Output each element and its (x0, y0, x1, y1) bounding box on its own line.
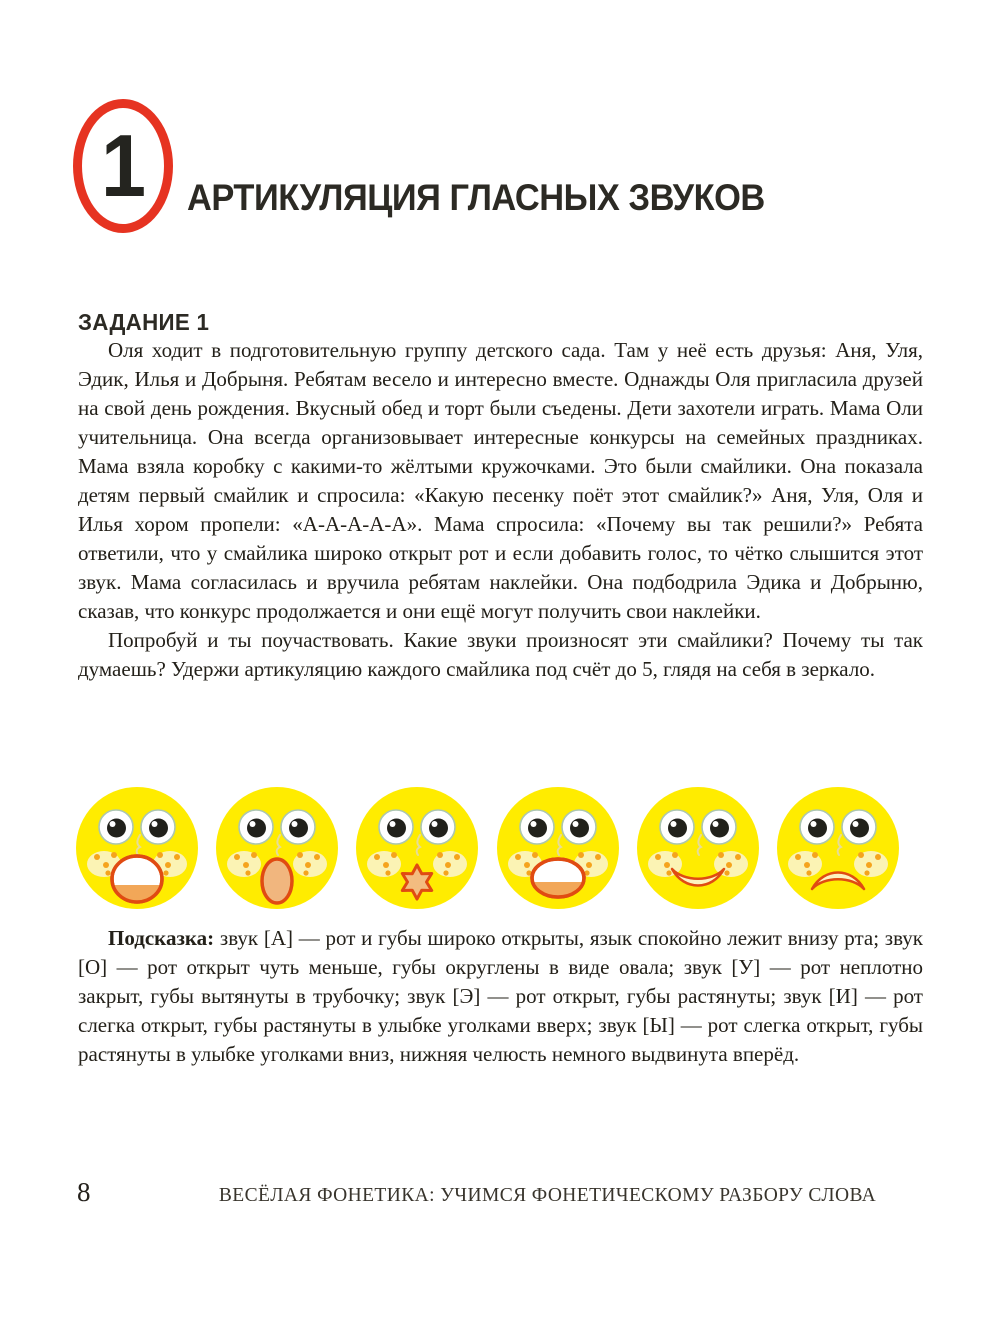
smiley-oval-mouth-icon (214, 785, 340, 911)
smiley-flat-open-mouth-icon (495, 785, 621, 911)
smiley-wide-open-mouth-icon (74, 785, 200, 911)
hint-paragraph (78, 924, 923, 1069)
task-paragraph-instruction: Попробуй и ты поучаствовать. Какие звуки произносят эти смайлики? Почему ты так думаешь? Удержи артикуляцию каждого смайлика под счёт до 5, глядя на себя в зеркало. (78, 628, 923, 681)
footer-running-title: ВЕСЁЛАЯ ФОНЕТИКА: УЧИМСЯ ФОНЕТИЧЕСКОМУ РАЗБОРУ СЛОВА (218, 1185, 877, 1206)
footer-page-number: 8 (77, 1177, 91, 1207)
smiley-smile-mouth-icon (635, 785, 761, 911)
smiley-frown-mouth-icon (775, 785, 901, 911)
task-paragraph-story: Оля ходит в подготовительную группу детского сада. Там у неё есть друзья: Аня, Уля, Эдик, Илья и Добрыня. Ребятам весело и интересно вместе. Однажды Оля пригласила друзей на свой день рождения. Вкусный обед и торт были съедены. Дети захотели играть. Мама Оли учительница. Она всегда организовывает интересные конкурсы на семейных праздниках. Мама взяла коробку с какими-то жёлтыми кружочками. Это были смайлики. Она показала детям первый смайлик и спросила: «Какую песенку поёт этот смайлик?» Аня, Уля, Оля и Илья хором пропели: «А-А-А-А-А». Мама спросила: «Почему вы так решили?» Ребята ответили, что у смайлика широко открыт рот и если добавить голос, то чётко слышится этот звук. Мама согласилась и вручила ребятам наклейки. Она подбодрила Эдика и Добрыню, сказав, что конкурс продолжается и они ещё могут получить свои наклейки. (78, 338, 923, 623)
chapter-title: АРТИКУЛЯЦИЯ ГЛАСНЫХ ЗВУКОВ (187, 176, 765, 218)
chapter-number-circle (73, 99, 173, 233)
smiley-puckered-star-mouth-icon (354, 785, 480, 911)
task-text-block (78, 336, 923, 684)
smiley-row (74, 784, 901, 912)
hint-block (78, 924, 923, 1069)
hint-text: звук [А] — рот и губы широко открыты, язык спокойно лежит внизу рта; звук [О] — рот открыт чуть меньше, губы округлены в виде овала; звук [У] — рот неплотно закрыт, губы вытянуты в трубочку; звук [Э] — рот открыт, губы растянуты; звук [И] — рот слегка открыт, губы растянуты в улыбке уголками вверх; звук [Ы] — рот слегка открыт, губы растянуты в улыбке уголками вниз, нижняя челюсть немного выдвинута вперёд. (78, 926, 923, 1066)
task-heading: ЗАДАНИЕ 1 (78, 309, 210, 336)
hint-label: Подсказка: (108, 926, 215, 950)
chapter-number: 1 (100, 116, 146, 215)
